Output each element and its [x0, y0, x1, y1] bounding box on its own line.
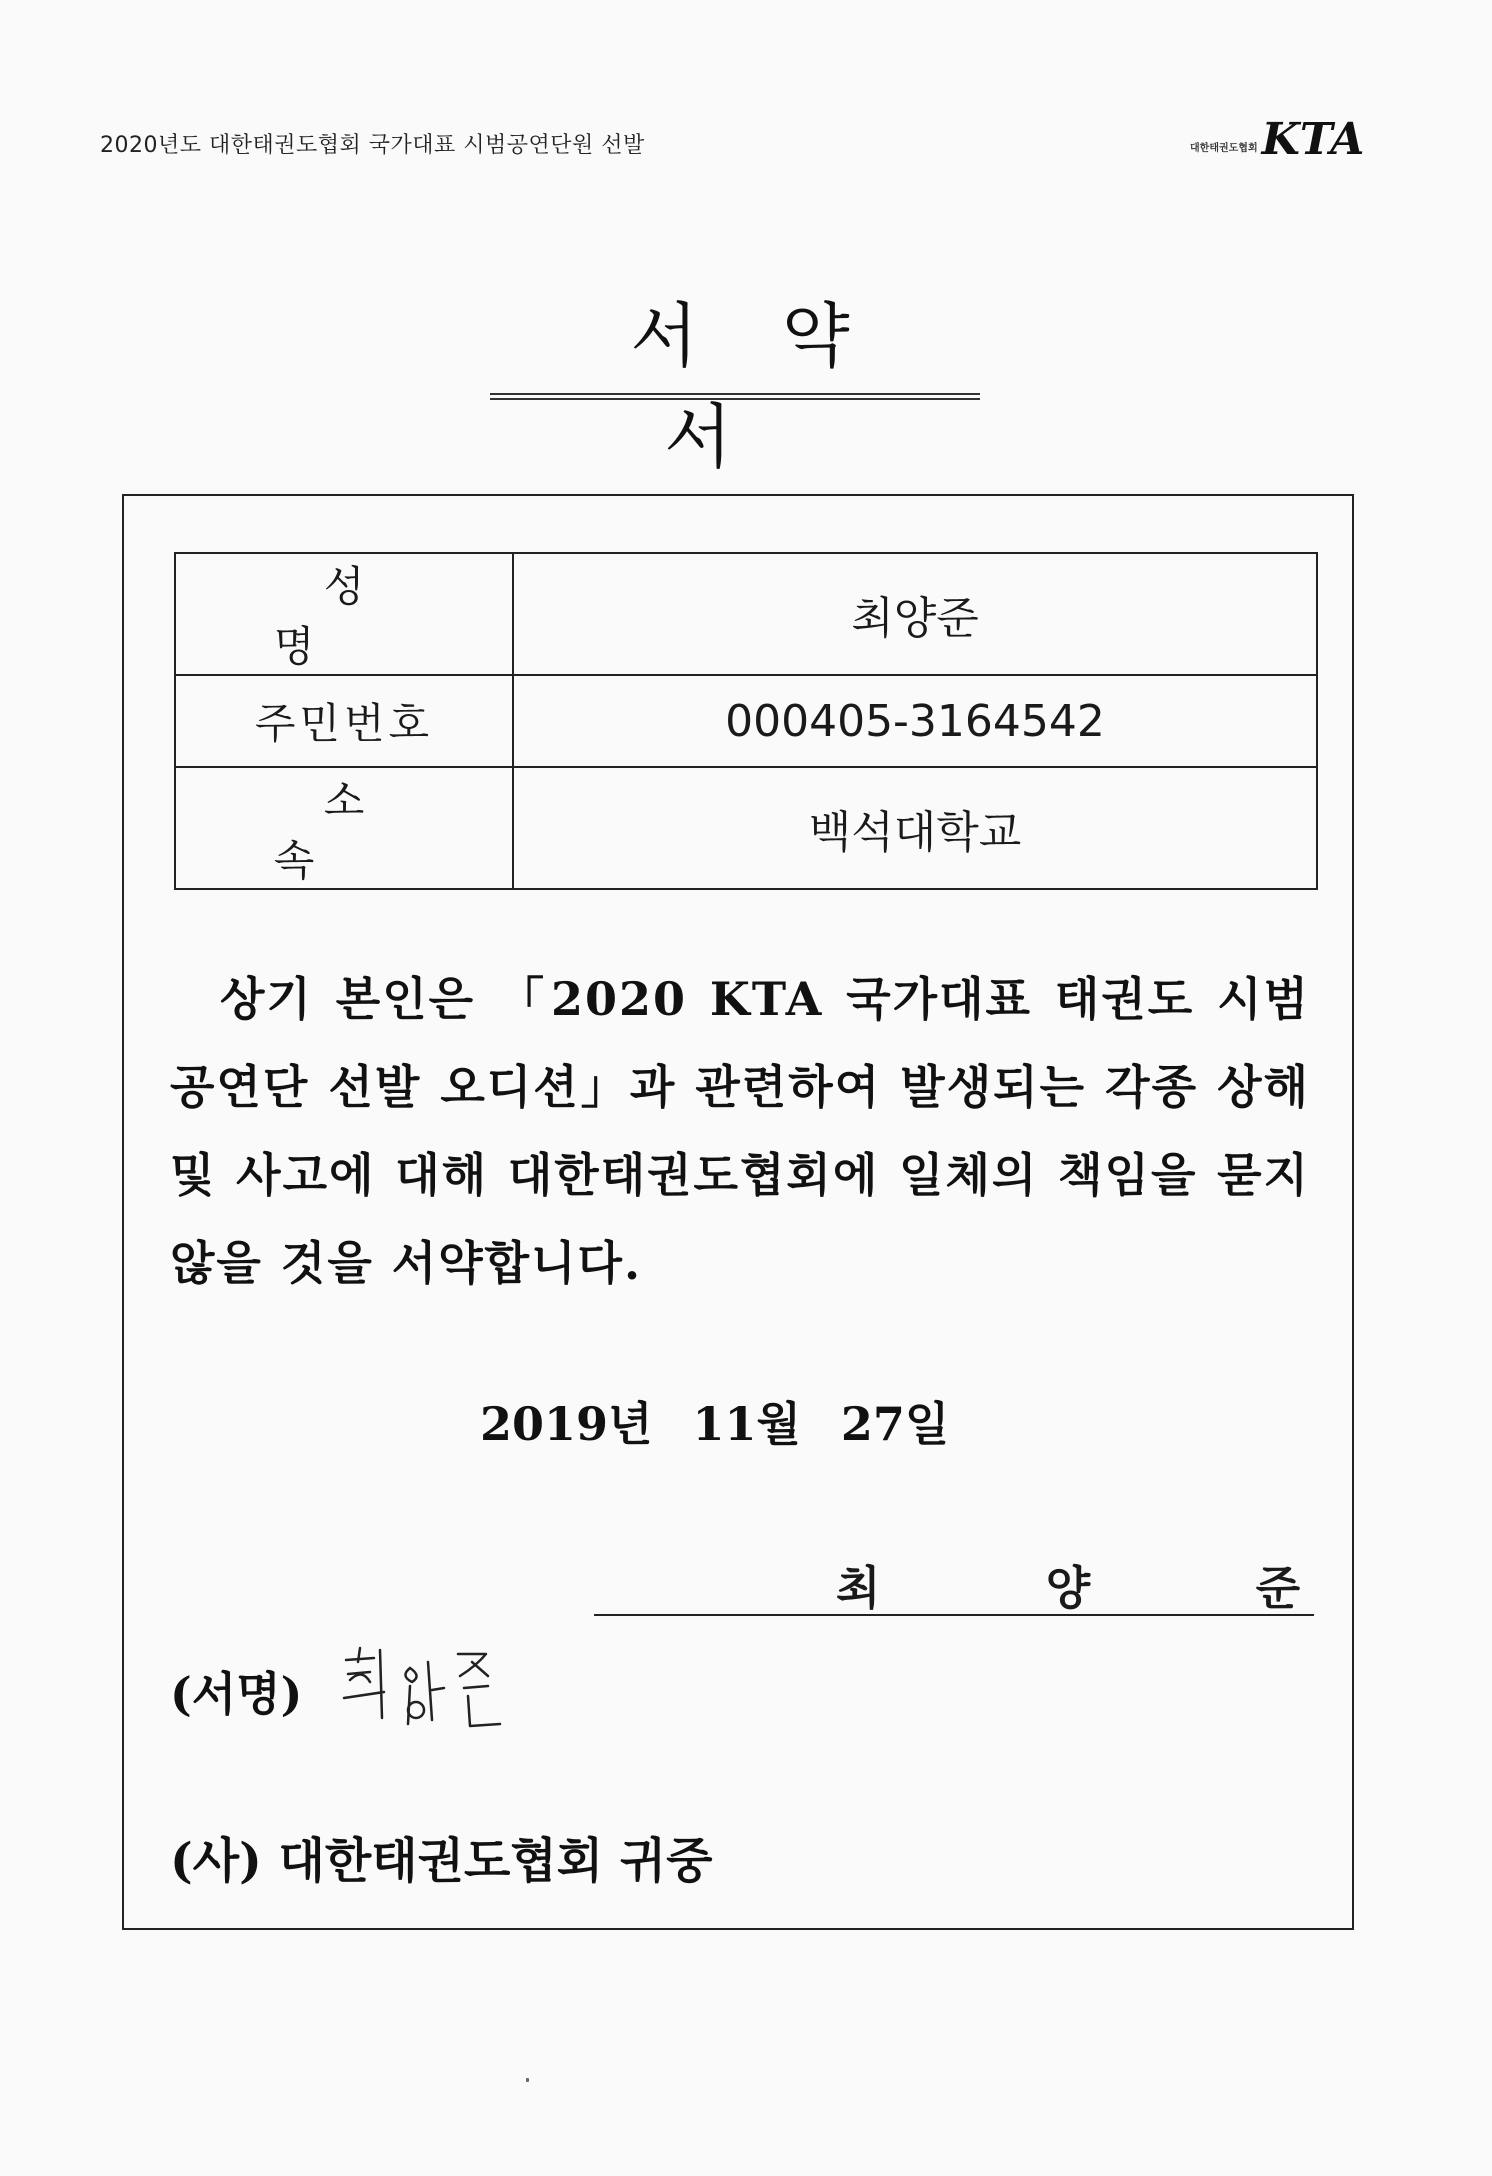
- pledge-date: [480, 1388, 949, 1454]
- pledge-text: 상기 본인은 「2020 KTA 국가대표 태권도 시범공연단 선발 오디션」과 관련하여 발생되는 각종 상해 및 사고에 대해 대한태권도협회에 일체의 책임을 묻지 않을 것을 서약합니다.: [170, 972, 1310, 1290]
- logo-korean-text: 대한태권도협회: [1190, 143, 1258, 154]
- handwritten-signature: [340, 1640, 520, 1744]
- signature-label: (서명): [170, 1667, 303, 1721]
- name-label: 성명: [175, 553, 513, 675]
- id-number-value: 000405-3164542: [513, 675, 1317, 767]
- pledge-paragraph: [170, 955, 1310, 1307]
- signer-name-part: 최: [836, 1561, 881, 1615]
- name-value: 최양준: [513, 553, 1317, 675]
- table-row: [175, 767, 1317, 889]
- table-row: [175, 553, 1317, 675]
- date-year: 2019년: [480, 1397, 653, 1451]
- document-title: 서약서: [630, 295, 934, 478]
- header-caption: 2020년도 대한태권도협회 국가대표 시범공연단원 선발: [100, 133, 645, 158]
- addressee: (사) 대한태권도협회 귀중: [170, 1833, 713, 1889]
- title-underline: [490, 393, 980, 400]
- paper-speck: [526, 2078, 529, 2082]
- kta-logo: [1190, 114, 1365, 165]
- date-day: 27일: [840, 1397, 950, 1451]
- id-number-label: 주민번호: [175, 675, 513, 767]
- affiliation-label: 소속: [175, 767, 513, 889]
- signer-name-part: 양: [1045, 1561, 1091, 1615]
- date-month: 11월: [692, 1397, 801, 1451]
- signer-underline: [594, 1614, 1314, 1616]
- signature-drawing: [340, 1640, 520, 1740]
- table-row: [175, 675, 1317, 767]
- signer-name-part: 준: [1255, 1561, 1300, 1615]
- info-table: [174, 552, 1318, 890]
- affiliation-value: 백석대학교: [513, 767, 1317, 889]
- signer-name: [600, 1552, 1300, 1618]
- logo-kta-text: KTA: [1261, 114, 1365, 165]
